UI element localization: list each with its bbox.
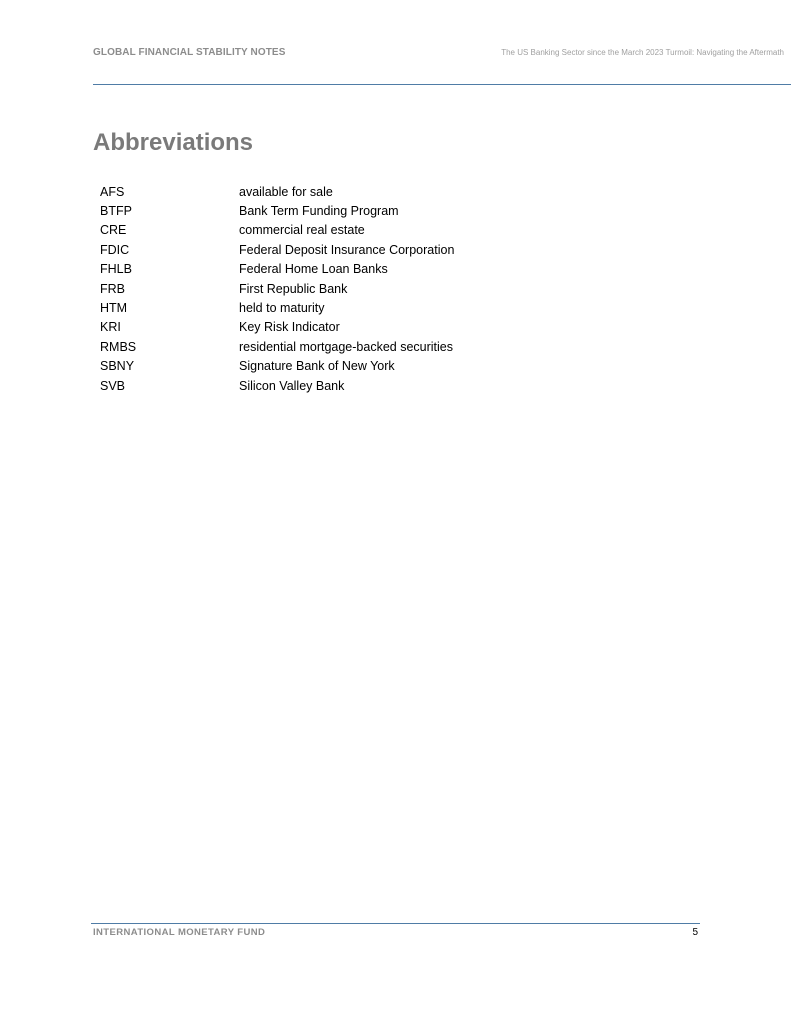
abbreviation-list: [100, 182, 454, 395]
footer-divider: [91, 923, 700, 924]
header-divider: [93, 84, 791, 85]
abbreviation-definition: available for sale: [239, 184, 333, 199]
series-title: GLOBAL FINANCIAL STABILITY NOTES: [93, 47, 286, 58]
organization-name: INTERNATIONAL MONETARY FUND: [93, 927, 266, 938]
abbreviation-term: SBNY: [100, 359, 135, 374]
abbreviation-row: [100, 201, 454, 220]
abbreviation-term: RMBS: [100, 339, 137, 354]
abbreviation-row: [100, 376, 454, 395]
abbreviation-term: FRB: [100, 281, 125, 296]
abbreviation-row: [100, 298, 454, 317]
page-number: 5: [692, 927, 698, 938]
abbreviation-term: FHLB: [100, 262, 132, 277]
abbreviation-definition: Bank Term Funding Program: [239, 204, 399, 219]
abbreviation-term: AFS: [100, 184, 125, 199]
abbreviation-definition: commercial real estate: [239, 223, 365, 238]
abbreviation-definition: Signature Bank of New York: [239, 359, 395, 374]
abbreviation-term: BTFP: [100, 204, 132, 219]
abbreviation-row: [100, 260, 454, 279]
abbreviation-definition: First Republic Bank: [239, 281, 348, 296]
abbreviation-row: [100, 337, 454, 356]
abbreviation-term: FDIC: [100, 242, 130, 257]
abbreviation-term: KRI: [100, 320, 121, 335]
abbreviation-definition: Federal Home Loan Banks: [239, 262, 388, 277]
abbreviation-row: [100, 357, 454, 376]
abbreviation-term: HTM: [100, 301, 128, 316]
abbreviation-row: [100, 182, 454, 201]
abbreviation-term: CRE: [100, 223, 127, 238]
abbreviation-term: SVB: [100, 378, 126, 393]
abbreviation-row: [100, 221, 454, 240]
abbreviation-row: [100, 279, 454, 298]
abbreviation-definition: Key Risk Indicator: [239, 320, 340, 335]
document-title: The US Banking Sector since the March 2023 Turmoil: Navigating the Aftermath: [501, 48, 784, 57]
page-title: Abbreviations: [93, 129, 254, 156]
abbreviation-definition: Silicon Valley Bank: [239, 378, 345, 393]
abbreviation-row: [100, 318, 454, 337]
abbreviation-definition: Federal Deposit Insurance Corporation: [239, 242, 455, 257]
abbreviation-definition: held to maturity: [239, 301, 325, 316]
abbreviation-definition: residential mortgage-backed securities: [239, 339, 453, 354]
abbreviation-row: [100, 240, 454, 259]
